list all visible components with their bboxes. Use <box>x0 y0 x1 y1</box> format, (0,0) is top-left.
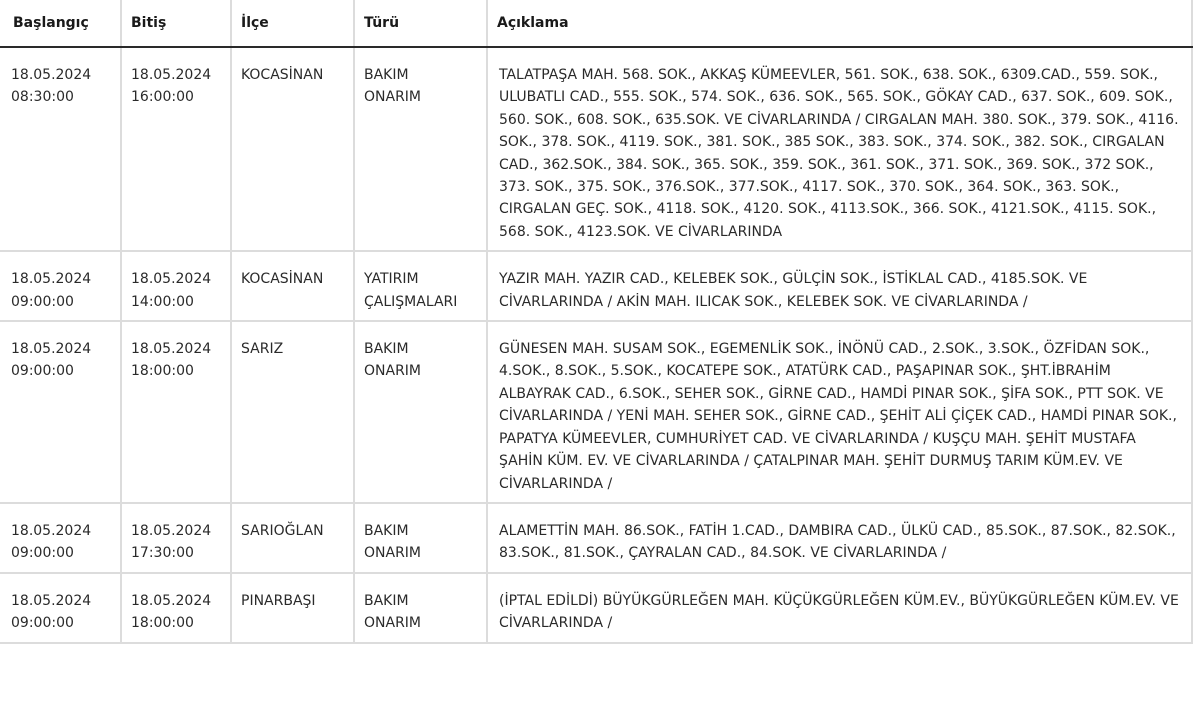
description-cell: YAZIR MAH. YAZIR CAD., KELEBEK SOK., GÜLÇİN SOK., İSTİKLAL CAD., 4185.SOK. VE CİVARLARINDA / AKİN MAH. ILICAK SOK., KELEBEK SOK. VE CİVARLARINDA / <box>487 251 1192 321</box>
end-time: 18:00:00 <box>131 615 194 632</box>
start-time: 09:00:00 <box>11 545 74 562</box>
table-row <box>0 503 1192 573</box>
type-cell <box>354 503 487 573</box>
description-cell: GÜNESEN MAH. SUSAM SOK., EGEMENLİK SOK., İNÖNÜ CAD., 2.SOK., 3.SOK., ÖZFİDAN SOK., 4.SOK., 8.SOK., 5.SOK., KOCATEPE SOK., ATATÜRK CAD., PAŞAPINAR SOK., ŞHT.İBRAHİM ALBAYRAK CAD., 6.SOK., SEHER SOK., GİRNE CAD., HAMDİ PINAR SOK., ŞİFA SOK., PTT SOK. VE CİVARLARINDA / YENİ MAH. SEHER SOK., GİRNE CAD., ŞEHİT ALİ ÇİÇEK CAD., HAMDİ PINAR SOK., PAPATYA KÜMEEVLER, CUMHURİYET CAD. VE CİVARLARINDA / KUŞÇU MAH. ŞEHİT MUSTAFA ŞAHİN KÜM. EV. VE CİVARLARINDA / ÇATALPINAR MAH. ŞEHİT DURMUŞ TARIM KÜM.EV. VE CİVARLARINDA / <box>487 321 1192 503</box>
table-row <box>0 47 1192 251</box>
start-date: 18.05.2024 <box>11 67 92 83</box>
type-line-2: ONARIM <box>364 363 422 380</box>
start-cell <box>0 321 121 503</box>
column-header-district: İlçe <box>231 0 354 47</box>
start-time: 08:30:00 <box>11 89 74 106</box>
type-cell <box>354 321 487 503</box>
column-header-end: Bitiş <box>121 0 231 47</box>
table-row <box>0 251 1192 321</box>
start-date: 18.05.2024 <box>11 522 92 539</box>
table-row <box>0 573 1192 643</box>
end-cell <box>121 573 231 643</box>
description-cell: TALATPAŞA MAH. 568. SOK., AKKAŞ KÜMEEVLER, 561. SOK., 638. SOK., 6309.CAD., 559. SOK., ULUBATLI CAD., 555. SOK., 574. SOK., 636. SOK., 565. SOK., GÖKAY CAD., 637. SOK., 609. SOK., 560. SOK., 608. SOK., 635.SOK. VE CİVARLARINDA / CIRGALAN MAH. 380. SOK., 379. SOK., 4116. SOK., 378. SOK., 4119. SOK., 381. SOK., 385 SOK., 383. SOK., 374. SOK., 382. SOK., CIRGALAN CAD., 362.SOK., 384. SOK., 365. SOK., 359. SOK., 361. SOK., 371. SOK., 369. SOK., 372 SOK., 373. SOK., 375. SOK., 376.SOK., 377.SOK., 4117. SOK., 370. SOK., 364. SOK., 363. SOK., CIRGALAN GEÇ. SOK., 4118. SOK., 4120. SOK., 4113.SOK., 366. SOK., 4121.SOK., 4115. SOK., 568. SOK., 4123.SOK. VE CİVARLARINDA <box>487 47 1192 251</box>
table-header-row <box>0 0 1192 47</box>
end-cell <box>121 321 231 503</box>
district-cell: SARIZ <box>231 321 354 503</box>
table-row <box>0 321 1192 503</box>
start-cell <box>0 503 121 573</box>
end-date: 18.05.2024 <box>131 522 212 539</box>
description-cell: ALAMETTİN MAH. 86.SOK., FATİH 1.CAD., DAMBIRA CAD., ÜLKÜ CAD., 85.SOK., 87.SOK., 82.SOK., 83.SOK., 81.SOK., ÇAYRALAN CAD., 84.SOK. VE CİVARLARINDA / <box>487 503 1192 573</box>
start-cell <box>0 47 121 251</box>
column-header-start: Başlangıç <box>0 0 121 47</box>
type-line-1: BAKIM <box>364 522 409 539</box>
type-line-2: ONARIM <box>364 89 422 106</box>
type-line-1: YATIRIM <box>364 271 419 288</box>
district-cell: KOCASİNAN <box>231 251 354 321</box>
type-cell <box>354 251 487 321</box>
type-cell <box>354 47 487 251</box>
end-time: 14:00:00 <box>131 293 194 310</box>
end-cell <box>121 251 231 321</box>
end-date: 18.05.2024 <box>131 592 212 609</box>
start-time: 09:00:00 <box>11 293 74 310</box>
start-cell <box>0 573 121 643</box>
type-line-2: ONARIM <box>364 545 422 562</box>
end-time: 18:00:00 <box>131 363 194 380</box>
start-time: 09:00:00 <box>11 363 74 380</box>
start-date: 18.05.2024 <box>11 271 92 288</box>
end-time: 17:30:00 <box>131 545 194 562</box>
end-date: 18.05.2024 <box>131 67 212 83</box>
column-header-description: Açıklama <box>487 0 1192 47</box>
start-date: 18.05.2024 <box>11 592 92 609</box>
start-cell <box>0 251 121 321</box>
end-time: 16:00:00 <box>131 89 194 106</box>
district-cell: KOCASİNAN <box>231 47 354 251</box>
type-line-1: BAKIM <box>364 592 409 609</box>
column-header-type: Türü <box>354 0 487 47</box>
start-date: 18.05.2024 <box>11 341 92 358</box>
type-line-1: BAKIM <box>364 341 409 358</box>
type-line-1: BAKIM <box>364 67 409 83</box>
district-cell: SARIOĞLAN <box>231 503 354 573</box>
description-cell: (İPTAL EDİLDİ) BÜYÜKGÜRLEĞEN MAH. KÜÇÜKGÜRLEĞEN KÜM.EV., BÜYÜKGÜRLEĞEN KÜM.EV. VE CİVARLARINDA / <box>487 573 1192 643</box>
end-cell <box>121 503 231 573</box>
type-line-2: ÇALIŞMALARI <box>364 293 458 310</box>
type-cell <box>354 573 487 643</box>
type-line-2: ONARIM <box>364 615 422 632</box>
district-cell: PINARBAŞI <box>231 573 354 643</box>
end-cell <box>121 47 231 251</box>
start-time: 09:00:00 <box>11 615 74 632</box>
end-date: 18.05.2024 <box>131 341 212 358</box>
end-date: 18.05.2024 <box>131 271 212 288</box>
